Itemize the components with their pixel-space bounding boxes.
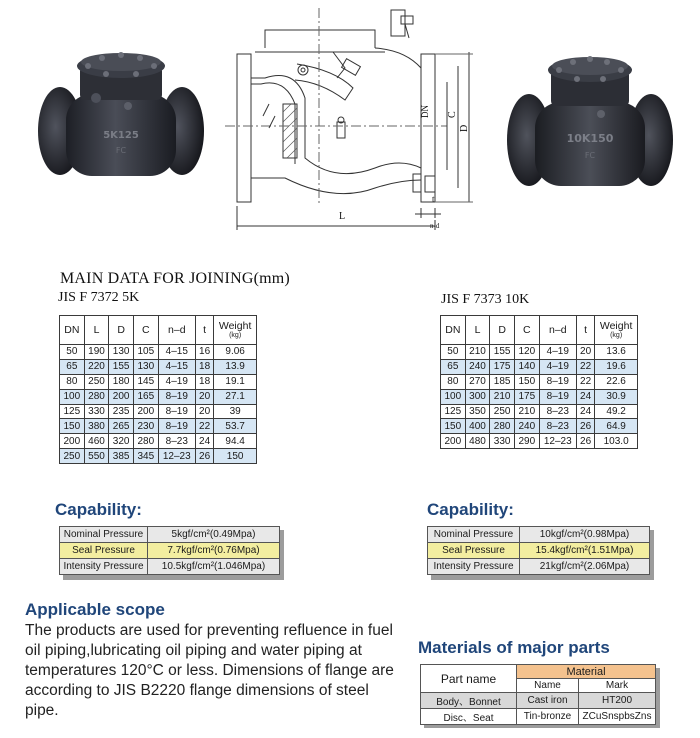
table-cell: 100 — [441, 389, 466, 404]
table-cell: 18 — [195, 359, 213, 374]
table-cell: 8–19 — [158, 404, 195, 419]
table-cell: 4–15 — [158, 359, 195, 374]
capability-value: 10kgf/cm²(0.98Mpa) — [520, 527, 650, 543]
capability-value: 10.5kgf/cm²(1.046Mpa) — [148, 559, 280, 575]
table-row — [60, 449, 257, 464]
material-name: Tin-bronze — [517, 709, 579, 725]
data-table-10k — [440, 315, 638, 449]
header-nd: n–d — [539, 316, 576, 345]
table-cell: 385 — [109, 449, 134, 464]
table-cell: 190 — [84, 345, 109, 360]
table-row — [441, 345, 638, 360]
table-cell: 350 — [465, 404, 490, 419]
table-cell: 4–19 — [539, 345, 576, 360]
table-cell: 8–23 — [158, 434, 195, 449]
table-cell: 130 — [133, 359, 158, 374]
table-cell: 550 — [84, 449, 109, 464]
dim-label-nd: n-d — [430, 222, 440, 230]
table-cell: 250 — [60, 449, 85, 464]
table-row — [60, 345, 257, 360]
valve-marking-10k: 10K150 — [566, 132, 614, 145]
table-cell: 240 — [465, 359, 490, 374]
header-c: C — [514, 316, 539, 345]
table-cell: 26 — [576, 419, 594, 434]
table-cell: 4–19 — [539, 359, 576, 374]
table-cell: 49.2 — [595, 404, 638, 419]
capability-row-seal — [428, 543, 650, 559]
capability-label: Seal Pressure — [60, 543, 148, 559]
table-cell: 125 — [441, 404, 466, 419]
table-cell: 16 — [195, 345, 213, 360]
material-name: Cast iron — [517, 693, 579, 709]
header-weight — [214, 316, 257, 345]
header-dn: DN — [441, 316, 466, 345]
table-cell: 280 — [84, 389, 109, 404]
header-weight-label: Weight — [599, 320, 633, 332]
capability-row-intensity — [428, 559, 650, 575]
table-cell: 53.7 — [214, 419, 257, 434]
table-cell: 50 — [60, 345, 85, 360]
valve-marking-5k: 5K125 — [103, 130, 139, 141]
header-dn: DN — [60, 316, 85, 345]
table-cell: 20 — [195, 404, 213, 419]
table-row — [441, 374, 638, 389]
header-material: Material — [517, 665, 656, 679]
table-row — [60, 404, 257, 419]
capability-label: Intensity Pressure — [60, 559, 148, 575]
table-cell: 4–15 — [158, 345, 195, 360]
header-weight-unit: (kg) — [610, 332, 623, 339]
table-cell: 8–19 — [158, 389, 195, 404]
dim-label-dn: DN — [420, 105, 430, 118]
table-cell: 26 — [195, 449, 213, 464]
capability-row-nominal — [428, 527, 650, 543]
table-cell: 250 — [490, 404, 515, 419]
table-cell: 125 — [60, 404, 85, 419]
table-cell: 320 — [109, 434, 134, 449]
capability-row-intensity — [60, 559, 280, 575]
valve-image-10k — [505, 40, 675, 190]
table-cell: 345 — [133, 449, 158, 464]
table-cell: 80 — [441, 374, 466, 389]
table-cell: 150 — [60, 419, 85, 434]
table-cell: 80 — [60, 374, 85, 389]
capability-value: 15.4kgf/cm²(1.51Mpa) — [520, 543, 650, 559]
capability-label: Nominal Pressure — [60, 527, 148, 543]
table-cell: 39 — [214, 404, 257, 419]
header-mark: Mark — [579, 679, 656, 693]
table-row — [60, 389, 257, 404]
table-cell: 175 — [514, 389, 539, 404]
table-row — [441, 389, 638, 404]
table-cell: 19.1 — [214, 374, 257, 389]
table-cell: 13.9 — [214, 359, 257, 374]
table-cell: 103.0 — [595, 434, 638, 449]
dim-label-c: C — [447, 111, 458, 118]
header-c: C — [133, 316, 158, 345]
table-cell: 13.6 — [595, 345, 638, 360]
capability-label: Nominal Pressure — [428, 527, 520, 543]
table-row — [441, 419, 638, 434]
table-cell: 22 — [195, 419, 213, 434]
table-cell: 220 — [84, 359, 109, 374]
header-weight-unit: (kg) — [229, 332, 242, 339]
header-part-name: Part name — [421, 665, 517, 693]
table-5k-body — [60, 345, 257, 464]
table-row — [60, 374, 257, 389]
materials-title: Materials of major parts — [418, 638, 610, 657]
table-cell: 100 — [60, 389, 85, 404]
table-10k-title: JIS F 7373 10K — [441, 292, 530, 307]
table-cell: 200 — [441, 434, 466, 449]
table-cell: 270 — [465, 374, 490, 389]
table-cell: 460 — [84, 434, 109, 449]
table-cell: 22 — [576, 359, 594, 374]
valve-photo-5k — [36, 36, 206, 184]
table-cell: 155 — [109, 359, 134, 374]
table-cell: 12–23 — [539, 434, 576, 449]
table-cell: 22.6 — [595, 374, 638, 389]
valve-image-5k — [36, 36, 206, 184]
header-l: L — [84, 316, 109, 345]
table-cell: 240 — [514, 419, 539, 434]
table-cell: 265 — [109, 419, 134, 434]
capability-value: 7.7kgf/cm²(0.76Mpa) — [148, 543, 280, 559]
material-part: Disc、Seat — [421, 709, 517, 725]
table-row — [60, 359, 257, 374]
table-cell: 200 — [60, 434, 85, 449]
material-mark: HT200 — [579, 693, 656, 709]
capability-title-right: Capability: — [427, 500, 514, 519]
table-cell: 165 — [133, 389, 158, 404]
data-table-5k — [59, 315, 257, 464]
dim-label-t: t — [432, 194, 435, 204]
table-cell: 20 — [576, 345, 594, 360]
table-cell: 250 — [84, 374, 109, 389]
table-cell: 300 — [465, 389, 490, 404]
table-cell: 26 — [576, 434, 594, 449]
table-cell: 24 — [576, 404, 594, 419]
table-cell: 65 — [60, 359, 85, 374]
table-row — [441, 404, 638, 419]
materials-table — [420, 664, 656, 725]
header-l: L — [465, 316, 490, 345]
material-mark: ZCuSnspbsZns — [579, 709, 656, 725]
header-weight-label: Weight — [218, 320, 252, 332]
table-cell: 8–19 — [158, 419, 195, 434]
table-cell: 235 — [109, 404, 134, 419]
capability-value: 21kgf/cm²(2.06Mpa) — [520, 559, 650, 575]
header-name: Name — [517, 679, 579, 693]
table-cell: 65 — [441, 359, 466, 374]
materials-header-row — [421, 665, 656, 679]
table-cell: 12–23 — [158, 449, 195, 464]
capability-row-seal — [60, 543, 280, 559]
main-data-title: MAIN DATA FOR JOINING(mm) — [60, 270, 290, 287]
table-cell: 64.9 — [595, 419, 638, 434]
table-10k-header-row — [441, 316, 638, 345]
table-row — [60, 434, 257, 449]
table-cell: 18 — [195, 374, 213, 389]
table-cell: 20 — [195, 389, 213, 404]
table-cell: 150 — [514, 374, 539, 389]
valve-section-drawing — [225, 8, 480, 236]
capability-title-left: Capability: — [55, 500, 142, 519]
capability-row-nominal — [60, 527, 280, 543]
table-cell: 280 — [133, 434, 158, 449]
table-cell: 200 — [133, 404, 158, 419]
table-cell: 94.4 — [214, 434, 257, 449]
table-cell: 8–19 — [539, 389, 576, 404]
table-cell: 480 — [465, 434, 490, 449]
table-cell: 130 — [109, 345, 134, 360]
capability-value: 5kgf/cm²(0.49Mpa) — [148, 527, 280, 543]
table-cell: 8–23 — [539, 404, 576, 419]
table-cell: 290 — [514, 434, 539, 449]
table-cell: 175 — [490, 359, 515, 374]
capability-table-left — [59, 526, 280, 575]
scope-title: Applicable scope — [25, 600, 165, 619]
table-row — [441, 434, 638, 449]
table-row — [441, 359, 638, 374]
table-cell: 210 — [490, 389, 515, 404]
table-5k-title: JIS F 7372 5K — [58, 290, 140, 305]
table-cell: 8–19 — [539, 374, 576, 389]
header-weight — [595, 316, 638, 345]
table-cell: 155 — [490, 345, 515, 360]
table-5k-header-row — [60, 316, 257, 345]
table-cell: 400 — [465, 419, 490, 434]
material-part: Body、Bonnet — [421, 693, 517, 709]
valve-fc-mark-left: FC — [115, 146, 127, 155]
header-d: D — [109, 316, 134, 345]
header-d: D — [490, 316, 515, 345]
table-cell: 19.6 — [595, 359, 638, 374]
table-cell: 210 — [514, 404, 539, 419]
table-10k-body — [441, 345, 638, 449]
table-cell: 150 — [441, 419, 466, 434]
scope-text: The products are used for preventing refluence in fuel oil piping,lubricating oil piping and water piping at temperatures 120°C or less. Dimensions of flange are according to JIS B2220 flange dimensions of steel pipe. — [25, 622, 394, 719]
capability-label: Intensity Pressure — [428, 559, 520, 575]
dim-label-d: D — [459, 124, 470, 132]
capability-label: Seal Pressure — [428, 543, 520, 559]
table-cell: 200 — [109, 389, 134, 404]
dim-label-l: L — [339, 211, 346, 222]
table-cell: 4–19 — [158, 374, 195, 389]
table-cell: 9.06 — [214, 345, 257, 360]
table-cell: 330 — [490, 434, 515, 449]
table-cell: 105 — [133, 345, 158, 360]
table-cell: 140 — [514, 359, 539, 374]
table-cell: 24 — [195, 434, 213, 449]
table-cell: 185 — [490, 374, 515, 389]
table-cell: 210 — [465, 345, 490, 360]
table-row — [60, 419, 257, 434]
materials-row — [421, 709, 656, 725]
table-cell: 330 — [84, 404, 109, 419]
table-cell: 150 — [214, 449, 257, 464]
table-cell: 30.9 — [595, 389, 638, 404]
materials-row — [421, 693, 656, 709]
table-cell: 50 — [441, 345, 466, 360]
table-cell: 22 — [576, 374, 594, 389]
table-cell: 280 — [490, 419, 515, 434]
header-t: t — [576, 316, 594, 345]
header-t: t — [195, 316, 213, 345]
header-nd: n–d — [158, 316, 195, 345]
table-cell: 230 — [133, 419, 158, 434]
table-cell: 145 — [133, 374, 158, 389]
valve-fc-mark-right: FC — [584, 151, 596, 160]
table-cell: 380 — [84, 419, 109, 434]
table-cell: 180 — [109, 374, 134, 389]
table-cell: 8–23 — [539, 419, 576, 434]
valve-photo-10k — [505, 40, 675, 190]
table-cell: 120 — [514, 345, 539, 360]
capability-table-right — [427, 526, 650, 575]
table-cell: 24 — [576, 389, 594, 404]
table-cell: 27.1 — [214, 389, 257, 404]
